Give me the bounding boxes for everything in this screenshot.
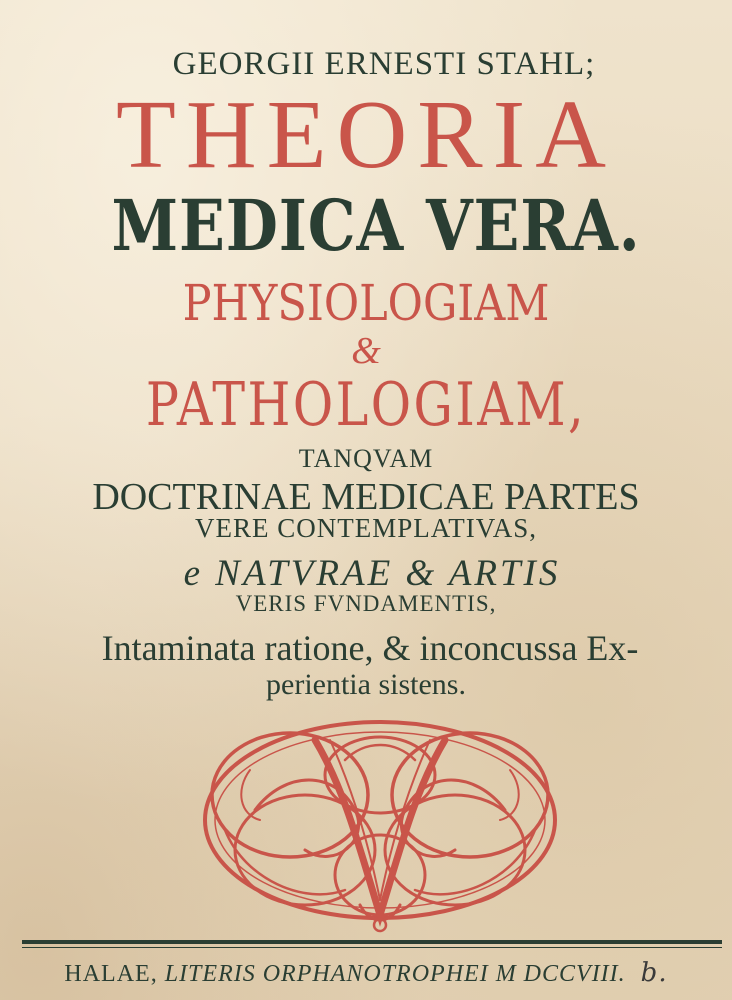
- imprint-printer: LITERIS ORPHANOTROPHEI M DCCVIII.: [164, 961, 626, 987]
- line-intaminata: Intaminata ratione, & inconcussa Ex-: [101, 628, 639, 668]
- line-doctrinae: DOCTRINAE MEDICAE PARTES: [92, 476, 640, 518]
- subject-pathologiam: PATHOLOGIAM,: [145, 370, 587, 440]
- handwritten-mark: b.: [640, 958, 668, 988]
- ampersand: &: [351, 330, 381, 372]
- title-medica-vera: MEDICA VERA.: [111, 184, 641, 267]
- line-tanquam: TANQVAM: [298, 444, 434, 473]
- title-theoria: THEORIA: [115, 81, 617, 189]
- author-line: GEORGII ERNESTI STAHL;: [172, 46, 596, 82]
- imprint-line: [0, 960, 732, 986]
- line-veris: VERIS FVNDAMENTIS,: [235, 591, 497, 616]
- line-vere: VERE CONTEMPLATIVAS,: [194, 513, 538, 543]
- imprint-place: HALAE,: [64, 961, 158, 987]
- line-naturae: e NATVRAE & ARTIS: [183, 553, 561, 594]
- line-experientia: perientia sistens.: [266, 668, 466, 701]
- subject-physiologiam: PHYSIOLOGIAM: [182, 274, 550, 332]
- double-rule-divider: [22, 940, 722, 949]
- interlaced-monogram-ornament-icon: [195, 700, 565, 940]
